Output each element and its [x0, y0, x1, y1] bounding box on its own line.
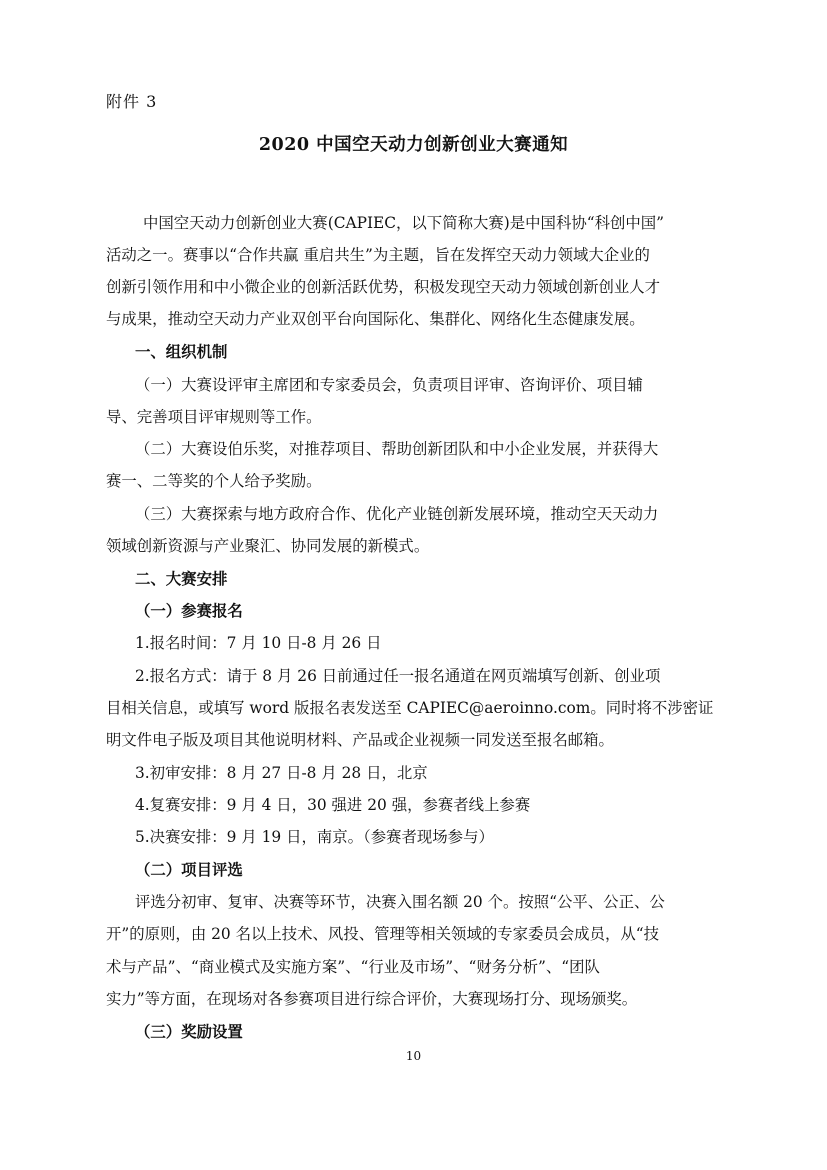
section-heading: 一、组织机制	[135, 343, 228, 361]
page-number: 10	[405, 1049, 422, 1063]
schedule-line: 明文件电子版及项目其他说明材料、产品或企业视频一同发送至报名邮箱。	[106, 731, 614, 749]
evaluation-line: 实力”等方面，在现场对各参赛项目进行综合评价，大赛现场打分、现场颁奖。	[106, 990, 638, 1008]
schedule-line: 5.决赛安排：9 月 19 日，南京。（参赛者现场参与）	[135, 828, 494, 846]
schedule-line: 目相关信息，或填写 word 版报名表发送至 CAPIEC@aeroinno.com。同时将不涉密证	[106, 699, 714, 717]
intro-line: 与成果，推动空天动力产业双创平台向国际化、集群化、网络化生态健康发展。	[106, 310, 645, 328]
schedule-line: 3.初审安排：8 月 27 日-8 月 28 日，北京	[135, 764, 428, 782]
schedule-line: 1.报名时间：7 月 10 日-8 月 26 日	[135, 634, 382, 652]
subsection-heading: （二）项目评选	[135, 861, 243, 879]
intro-line: 中国空天动力创新创业大赛(CAPIEC，以下简称大赛)是中国科协“科创中国”	[143, 214, 665, 232]
evaluation-line: 术与产品”、“商业模式及实施方案”、“行业及市场”、“财务分析”、“团队	[106, 958, 600, 976]
item-line: 领域创新资源与产业聚汇、协同发展的新模式。	[106, 537, 430, 555]
item-line: （二）大赛设伯乐奖，对推荐项目、帮助创新团队和中小企业发展，并获得大	[135, 440, 659, 458]
intro-line: 活动之一。赛事以“合作共赢 重启共生”为主题，旨在发挥空天动力领域大企业的	[106, 246, 650, 264]
schedule-line: 2.报名方式：请于 8 月 26 日前通过任一报名通道在网页端填写创新、创业项	[135, 667, 661, 685]
section-heading: 二、大赛安排	[135, 570, 228, 588]
item-line: 导、完善项目评审规则等工作。	[106, 408, 322, 426]
evaluation-line: 评选分初审、复审、决赛等环节，决赛入围名额 20 个。按照“公平、公正、公	[135, 893, 665, 911]
item-line: （一）大赛设评审主席团和专家委员会，负责项目评审、咨询评价、项目辅	[135, 376, 643, 394]
item-line: 赛一、二等奖的个人给予奖励。	[106, 472, 322, 490]
subsection-heading: （三）奖励设置	[135, 1023, 243, 1041]
schedule-line: 4.复赛安排：9 月 4 日，30 强进 20 强，参赛者线上参赛	[135, 796, 531, 814]
annex-label: 附件 3	[106, 92, 158, 111]
item-line: （三）大赛探索与地方政府合作、优化产业链创新发展环境，推动空天天动力	[135, 505, 659, 523]
subsection-heading: （一）参赛报名	[135, 602, 243, 620]
intro-line: 创新引领作用和中小微企业的创新活跃优势，积极发现空天动力领域创新创业人才	[106, 278, 661, 296]
evaluation-line: 开”的原则，由 20 名以上技术、风投、管理等相关领域的专家委员会成员，从“技	[106, 925, 659, 943]
document-title: 2020 中国空天动力创新创业大赛通知	[258, 135, 569, 155]
